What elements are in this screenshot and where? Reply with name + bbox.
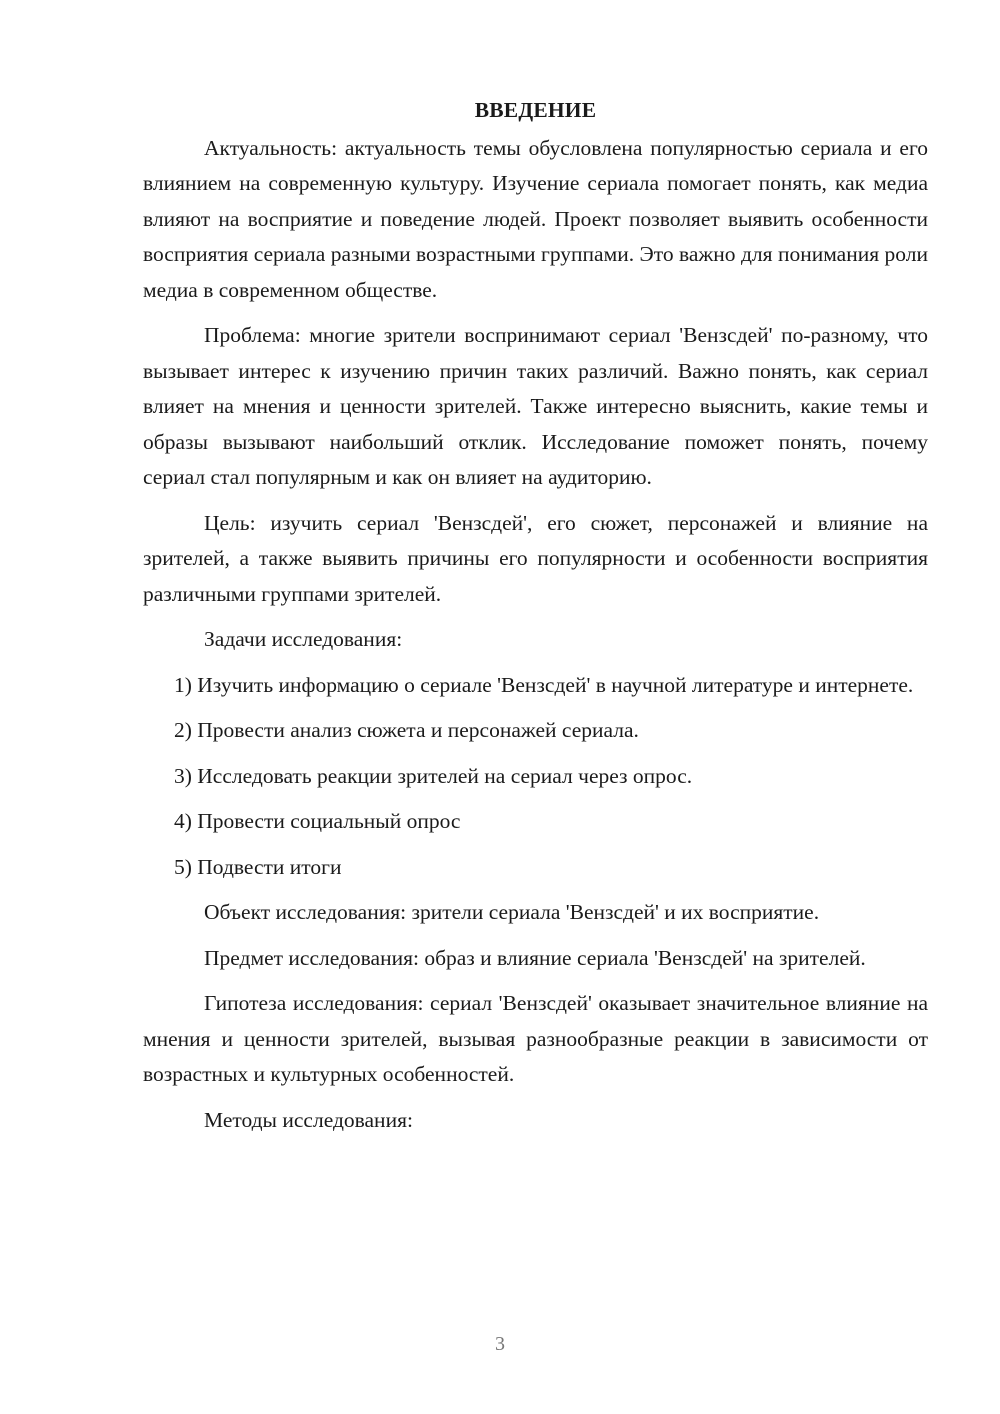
task-item-2: 2) Провести анализ сюжета и персонажей сериала. — [174, 718, 639, 742]
task-item-3: 3) Исследовать реакции зрителей на сериал через опрос. — [174, 763, 693, 788]
paragraph-tasks-intro: Задачи исследования: — [204, 627, 403, 651]
paragraph-hypothesis: Гипотеза исследования: сериал 'Вензсдей' оказывает значительное влияние на мнения и ценности зрителей, вызывая разнообразные реакции в зависимости от возрастных и культурных особенностей. — [143, 991, 928, 1086]
paragraph-problem: Проблема: многие зрители воспринимают сериал 'Вензсдей' по-разному, что вызывает интерес к изучению причин таких различий. Важно понять, как сериал влияет на мнения и ценности зрителей. Также интересно выяснить, какие темы и образы вызывают наибольший отклик. Исследование поможет понять, почему сериал стал популярным и как он влияет на аудиторию. — [143, 323, 928, 489]
paragraph-goal: Цель: изучить сериал 'Вензсдей', его сюжет, персонажей и влияние на зрителей, а также выявить причины его популярности и особенности восприятия различными группами зрителей. — [143, 510, 928, 606]
page-content — [143, 93, 928, 1148]
paragraph-relevance: Актуальность: актуальность темы обусловлена популярностью сериала и его влиянием на современную культуру. Изучение сериала помогает понять, как медиа влияют на восприятие и поведение людей. Проект позволяет выявить особенности восприятия сериала разными возрастными группами. Это важно для понимания роли медиа в современном обществе. — [143, 135, 928, 302]
paragraph-object: Объект исследования: зрители сериала 'Вензсдей' и их восприятие. — [204, 900, 820, 924]
task-item-5: 5) Подвести итоги — [174, 854, 342, 879]
section-heading: ВВЕДЕНИЕ — [474, 98, 597, 122]
paragraph-methods: Методы исследования: — [204, 1107, 413, 1132]
task-item-1: 1) Изучить информацию о сериале 'Вензсдей' в научной литературе и интернете. — [174, 672, 914, 697]
page-number: 3 — [495, 1333, 505, 1355]
task-item-4: 4) Провести социальный опрос — [174, 809, 461, 833]
paragraph-subject: Предмет исследования: образ и влияние сериала 'Вензсдей' на зрителей. — [204, 945, 866, 970]
